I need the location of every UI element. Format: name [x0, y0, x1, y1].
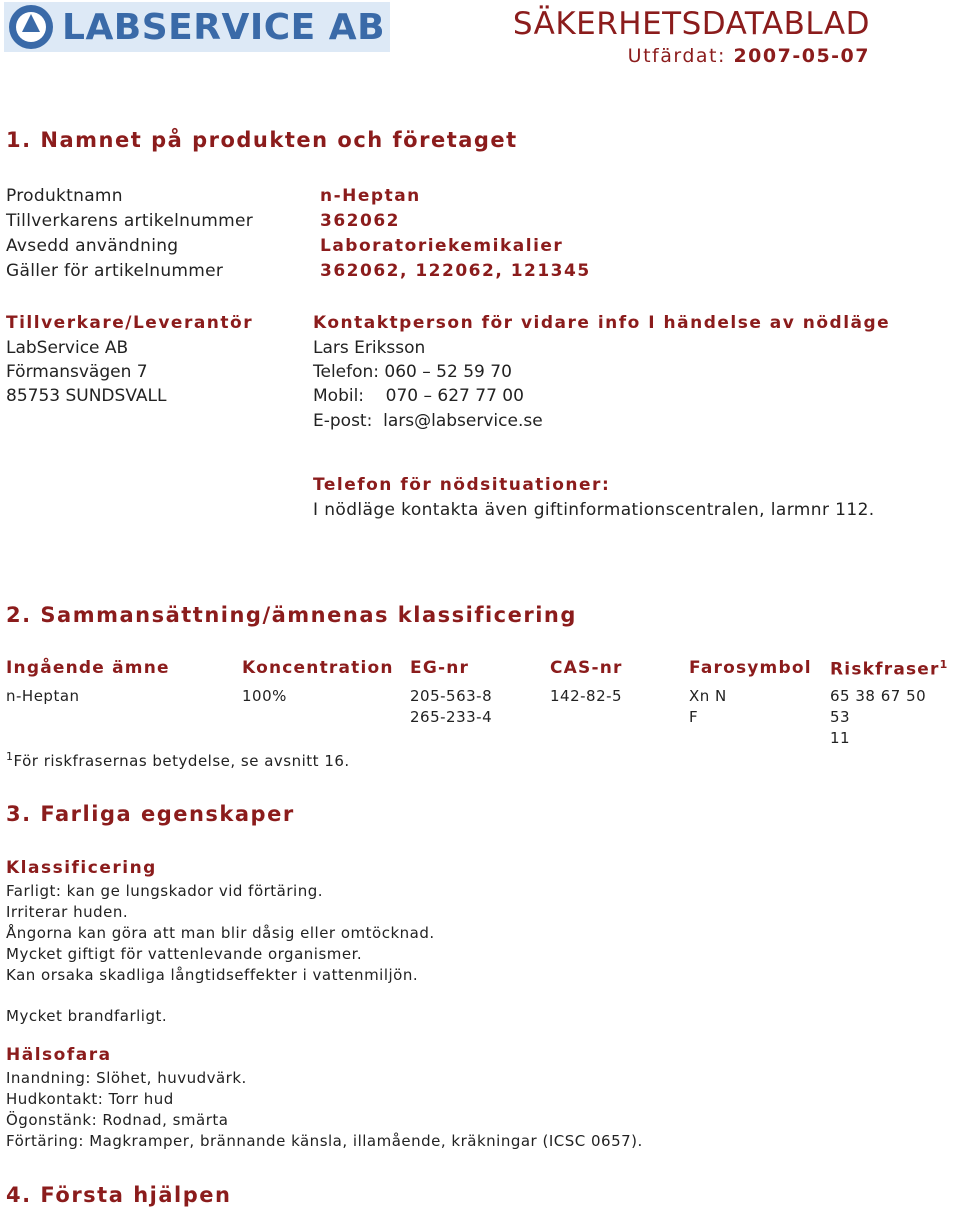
- classification-line: Kan orsaka skadliga långtidseffekter i vattenmiljön.: [6, 966, 419, 984]
- health-line: Ögonstänk: Rodnad, smärta: [6, 1111, 229, 1129]
- field-label: Avsedd användning: [6, 236, 179, 256]
- company-logo: [4, 2, 390, 52]
- footnote-text: För riskfrasernas betydelse, se avsnitt 16.: [13, 752, 350, 770]
- supplier-line: Förmansvägen 7: [6, 362, 148, 382]
- column-header-cas-nr: CAS-nr: [550, 658, 623, 678]
- column-header-farosymbol: Farosymbol: [689, 658, 812, 678]
- cell-riskfraser: 11: [830, 729, 851, 747]
- column-header-eg-nr: EG-nr: [410, 658, 470, 678]
- classification-heading: Klassificering: [6, 858, 157, 878]
- field-value: n-Heptan: [320, 186, 421, 206]
- section-1-heading: 1. Namnet på produkten och företaget: [6, 128, 518, 152]
- health-line: Hudkontakt: Torr hud: [6, 1090, 174, 1108]
- issued-date-value: 2007-05-07: [733, 45, 870, 67]
- contact-name: Lars Eriksson: [313, 338, 426, 358]
- riskfraser-label: Riskfraser: [830, 659, 940, 680]
- contact-email: E-post: lars@labservice.se: [313, 411, 543, 431]
- cell-substance: n-Heptan: [6, 687, 80, 705]
- section-4-heading: 4. Första hjälpen: [6, 1183, 232, 1207]
- field-value: 362062, 122062, 121345: [320, 261, 591, 281]
- flammable-note: Mycket brandfarligt.: [6, 1007, 168, 1025]
- field-label: Gäller för artikelnummer: [6, 261, 224, 281]
- supplier-heading: Tillverkare/Leverantör: [6, 313, 254, 333]
- supplier-line: LabService AB: [6, 338, 129, 358]
- field-value: Laboratoriekemikalier: [320, 236, 564, 256]
- contact-mobile: Mobil: 070 – 627 77 00: [313, 386, 524, 406]
- cell-riskfraser: 65 38 67 50: [830, 687, 927, 705]
- field-label: Produktnamn: [6, 186, 123, 206]
- classification-line: Mycket giftigt för vattenlevande organismer.: [6, 945, 363, 963]
- footnote-mark: 1: [6, 750, 14, 763]
- issued-date: [628, 45, 870, 67]
- cell-riskfraser: 53: [830, 708, 851, 726]
- cell-cas-nr: 142-82-5: [550, 687, 623, 705]
- health-line: Inandning: Slöhet, huvudvärk.: [6, 1069, 247, 1087]
- emergency-text: I nödläge kontakta även giftinformationscentralen, larmnr 112.: [313, 500, 875, 520]
- section-2-heading: 2. Sammansättning/ämnenas klassificering: [6, 603, 577, 627]
- document-title: SÄKERHETSDATABLAD: [512, 6, 870, 42]
- classification-line: Ångorna kan göra att man blir dåsig eller omtöcknad.: [6, 924, 435, 942]
- emergency-heading: Telefon för nödsituationer:: [313, 475, 611, 495]
- section-3-heading: 3. Farliga egenskaper: [6, 802, 295, 826]
- health-line: Förtäring: Magkramper, brännande känsla, illamående, kräkningar (ICSC 0657).: [6, 1132, 643, 1150]
- classification-line: Irriterar huden.: [6, 903, 129, 921]
- cell-eg-nr: 265-233-4: [410, 708, 493, 726]
- column-header-riskfraser: [830, 658, 949, 680]
- contact-phone: Telefon: 060 – 52 59 70: [313, 362, 512, 382]
- cell-eg-nr: 205-563-8: [410, 687, 493, 705]
- riskfraser-footnote-mark: 1: [939, 658, 949, 671]
- health-heading: Hälsofara: [6, 1045, 112, 1065]
- logo-text: LABSERVICE AB: [62, 7, 386, 48]
- supplier-line: 85753 SUNDSVALL: [6, 386, 167, 406]
- cell-concentration: 100%: [242, 687, 287, 705]
- cell-farosymbol: F: [689, 708, 699, 726]
- column-header-concentration: Koncentration: [242, 658, 394, 678]
- issued-label: Utfärdat:: [627, 45, 726, 67]
- footnote: [6, 750, 350, 770]
- column-header-substance: Ingående ämne: [6, 658, 170, 678]
- field-value: 362062: [320, 211, 400, 231]
- contact-heading: Kontaktperson för vidare info I händelse av nödläge: [313, 313, 891, 333]
- field-label: Tillverkarens artikelnummer: [6, 211, 254, 231]
- classification-line: Farligt: kan ge lungskador vid förtäring.: [6, 882, 324, 900]
- cell-farosymbol: Xn N: [689, 687, 727, 705]
